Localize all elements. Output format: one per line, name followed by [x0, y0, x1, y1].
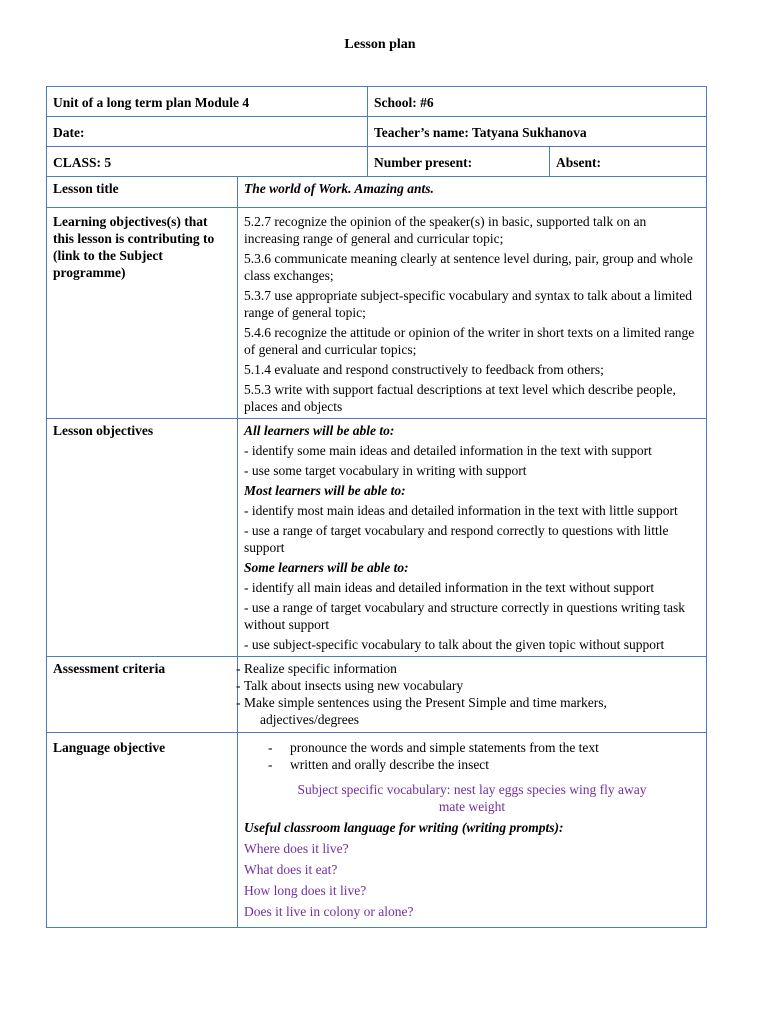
writing-prompt: How long does it live?	[244, 883, 367, 898]
language-item: - written and orally describe the insect	[268, 757, 490, 772]
teacher-cell: Teacher’s name: Tatyana Sukhanova	[368, 117, 707, 147]
criteria-item: - Talk about insects using new vocabulary	[236, 678, 464, 693]
assessment-criteria-list	[238, 657, 707, 733]
learning-objective-item: 5.3.7 use appropriate subject-specific vocabulary and syntax to talk about a limited range of general topic;	[244, 288, 692, 320]
number-present-cell: Number present:	[368, 147, 550, 177]
writing-prompts	[244, 819, 700, 920]
header-row-unit	[47, 87, 707, 117]
learning-objective-item: 5.1.4 evaluate and respond constructively to feedback from others;	[244, 362, 604, 377]
all-learners-heading: All learners will be able to:	[244, 423, 395, 438]
language-item-text: written and orally describe the insect	[290, 757, 490, 772]
criteria-item: - Make simple sentences using the Present Simple and time markers,	[236, 695, 607, 710]
criteria-continuation: adjectives/degrees	[260, 712, 359, 727]
unit-cell: Unit of a long term plan Module 4	[47, 87, 368, 117]
objective-item: - use subject-specific vocabulary to talk about the given topic without support	[244, 637, 665, 652]
most-learners-heading: Most learners will be able to:	[244, 483, 406, 498]
learning-objectives-list	[238, 208, 707, 419]
writing-prompt: Does it live in colony or alone?	[244, 904, 414, 919]
subject-vocabulary	[244, 781, 700, 815]
criteria-text: Talk about insects using new vocabulary	[244, 678, 464, 693]
criteria-text: Realize specific information	[244, 661, 397, 676]
header-row-class	[47, 147, 707, 177]
school-cell: School: #6	[368, 87, 707, 117]
some-learners-heading: Some learners will be able to:	[244, 560, 409, 575]
language-objective-content	[238, 733, 707, 928]
learning-objectives-row	[47, 208, 707, 419]
objective-item: - identify most main ideas and detailed information in the text with little support	[244, 503, 678, 518]
learning-objective-item: 5.2.7 recognize the opinion of the speaker(s) in basic, supported talk on an increasing range of general and curricular topic;	[244, 214, 647, 246]
lesson-title-label: Lesson title	[47, 177, 238, 208]
assessment-criteria-row	[47, 657, 707, 733]
learning-objectives-label: Learning objectives(s) that this lesson is contributing to (link to the Subject programme)	[47, 208, 238, 419]
vocabulary-line: Subject specific vocabulary: nest lay eggs species wing fly away	[297, 782, 647, 797]
language-objective-row	[47, 733, 707, 928]
learning-objective-item: 5.4.6 recognize the attitude or opinion of the writer in short texts on a limited range of general and curricular topics;	[244, 325, 695, 357]
date-cell: Date:	[47, 117, 368, 147]
learning-objective-item: 5.5.3 write with support factual descriptions at text level which describe people, places and objects	[244, 382, 676, 414]
writing-prompt: What does it eat?	[244, 862, 338, 877]
vocabulary-line: mate weight	[438, 799, 506, 814]
language-objective-label: Language objective	[47, 733, 238, 928]
class-cell: CLASS: 5	[47, 147, 368, 177]
useful-language-heading: Useful classroom language for writing (writing prompts):	[244, 820, 564, 835]
objective-item: - use a range of target vocabulary and structure correctly in questions writing task without support	[244, 600, 685, 632]
absent-cell: Absent:	[550, 147, 707, 177]
assessment-criteria-label: Assessment criteria	[47, 657, 238, 733]
document-title: Lesson plan	[344, 37, 416, 52]
criteria-item: - Realize specific information	[236, 661, 397, 676]
language-item: - pronounce the words and simple statements from the text	[268, 740, 599, 755]
objective-item: - identify some main ideas and detailed information in the text with support	[244, 443, 652, 458]
header-row-date	[47, 117, 707, 147]
learning-objective-item: 5.3.6 communicate meaning clearly at sentence level during, pair, group and whole class exchanges;	[244, 251, 693, 283]
lesson-plan-table	[46, 86, 707, 928]
lesson-objectives-label: Lesson objectives	[47, 419, 238, 657]
objective-item: - use a range of target vocabulary and respond correctly to questions with little support	[244, 523, 669, 555]
language-item-text: pronounce the words and simple statements from the text	[290, 740, 599, 755]
lesson-objectives-list	[238, 419, 707, 657]
writing-prompt: Where does it live?	[244, 841, 349, 856]
objective-item: - identify all main ideas and detailed information in the text without support	[244, 580, 655, 595]
lesson-objectives-row	[47, 419, 707, 657]
criteria-text: Make simple sentences using the Present Simple and time markers,	[244, 695, 607, 710]
lesson-title-value: The world of Work. Amazing ants.	[238, 177, 707, 208]
lesson-title-row	[47, 177, 707, 208]
objective-item: - use some target vocabulary in writing with support	[244, 463, 527, 478]
